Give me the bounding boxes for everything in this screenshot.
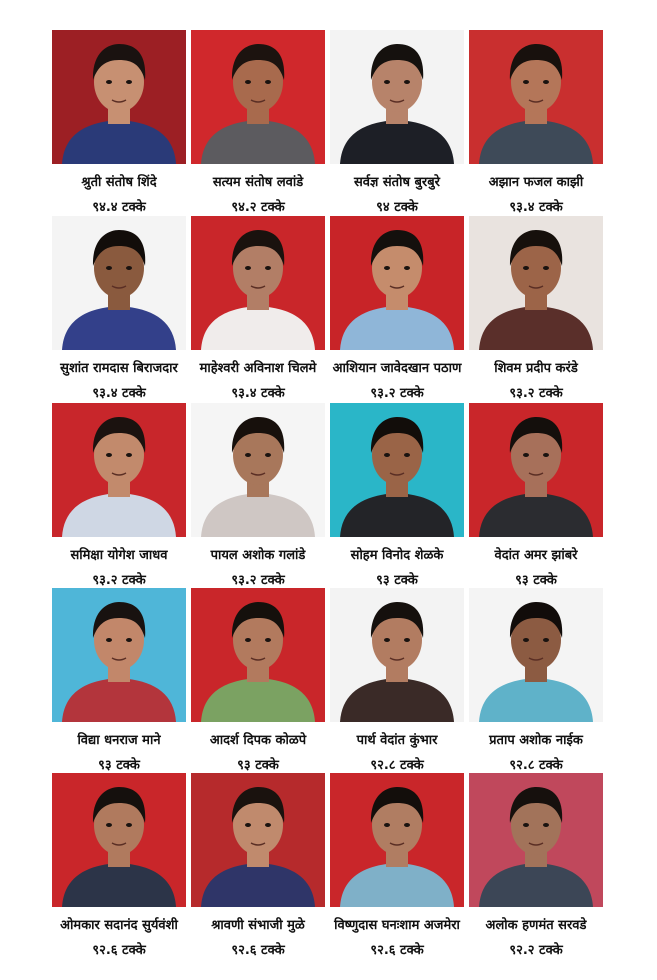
student-card	[52, 30, 186, 216]
student-name: श्रुती संतोष शिंदे	[81, 175, 157, 190]
eye-right	[126, 266, 132, 270]
student-card	[330, 216, 464, 402]
student-score: ९३.४ टक्के	[231, 386, 285, 401]
eye-right	[265, 638, 271, 642]
eye-right	[126, 638, 132, 642]
eye-right	[265, 266, 271, 270]
student-photo	[469, 216, 603, 350]
eye-right	[404, 823, 410, 827]
portrait-graphic	[469, 403, 603, 537]
student-score: ९३ टक्के	[376, 573, 418, 588]
student-card	[52, 216, 186, 402]
student-name: सर्वज्ञ संतोष बुरबुरे	[354, 175, 440, 190]
student-card	[191, 403, 325, 589]
portrait-graphic	[330, 216, 464, 350]
student-name: वेदांत अमर झांबरे	[494, 548, 578, 563]
student-name: विष्णुदास घनःशाम अजमेरा	[334, 918, 460, 933]
eye-right	[543, 823, 549, 827]
student-score: ९२.८ टक्के	[509, 758, 563, 773]
student-card	[330, 588, 464, 774]
student-photo	[330, 773, 464, 907]
student-score: ९२.६ टक्के	[92, 943, 146, 958]
eye-left	[523, 266, 529, 270]
student-card	[52, 403, 186, 589]
eye-right	[404, 453, 410, 457]
student-photo	[330, 403, 464, 537]
student-card	[330, 403, 464, 589]
student-name: विद्या धनराज माने	[77, 733, 161, 748]
eye-left	[384, 266, 390, 270]
portrait-graphic	[469, 30, 603, 164]
portrait-graphic	[330, 403, 464, 537]
eye-left	[384, 823, 390, 827]
student-score: ९२.८ टक्के	[370, 758, 424, 773]
student-photo	[191, 216, 325, 350]
student-photo	[469, 30, 603, 164]
portrait-graphic	[52, 403, 186, 537]
student-score: ९३.४ टक्के	[509, 200, 563, 215]
eye-left	[106, 638, 112, 642]
portrait-graphic	[191, 403, 325, 537]
student-card	[191, 588, 325, 774]
eye-left	[523, 638, 529, 642]
eye-left	[106, 453, 112, 457]
eye-right	[126, 80, 132, 84]
student-score: ९२.६ टक्के	[370, 943, 424, 958]
student-name: समिक्षा योगेश जाधव	[70, 548, 168, 563]
eye-right	[265, 453, 271, 457]
student-score: ९३.२ टक्के	[231, 573, 285, 588]
student-name: प्रताप अशोक नाईक	[489, 733, 583, 748]
student-photo	[52, 773, 186, 907]
student-card	[469, 403, 603, 589]
eye-right	[265, 80, 271, 84]
student-name: शिवम प्रदीप करंडे	[494, 361, 578, 376]
portrait-graphic	[469, 588, 603, 722]
eye-right	[265, 823, 271, 827]
student-card	[191, 30, 325, 216]
student-photo	[469, 588, 603, 722]
student-card	[330, 30, 464, 216]
portrait-graphic	[191, 216, 325, 350]
student-photo	[52, 30, 186, 164]
student-photo	[52, 216, 186, 350]
portrait-graphic	[191, 588, 325, 722]
student-score: ९३.४ टक्के	[92, 386, 146, 401]
portrait-graphic	[469, 216, 603, 350]
eye-left	[523, 823, 529, 827]
student-card	[191, 773, 325, 959]
student-photo	[52, 403, 186, 537]
eye-right	[543, 80, 549, 84]
eye-right	[126, 823, 132, 827]
eye-right	[404, 80, 410, 84]
portrait-graphic	[191, 773, 325, 907]
student-photo	[191, 30, 325, 164]
eye-left	[384, 453, 390, 457]
student-photo	[330, 30, 464, 164]
student-card	[191, 216, 325, 402]
student-name: पार्थ वेदांत कुंभार	[356, 733, 438, 748]
eye-left	[523, 453, 529, 457]
student-score: ९३ टक्के	[98, 758, 140, 773]
eye-left	[106, 823, 112, 827]
eye-left	[106, 80, 112, 84]
student-score: ९३ टक्के	[237, 758, 279, 773]
eye-right	[126, 453, 132, 457]
student-card	[469, 216, 603, 402]
eye-right	[543, 453, 549, 457]
student-name: श्रावणी संभाजी मुळे	[211, 918, 305, 933]
student-card	[330, 773, 464, 959]
student-score: ९४ टक्के	[376, 200, 418, 215]
student-card	[469, 588, 603, 774]
student-name: सुशांत रामदास बिराजदार	[60, 361, 178, 376]
portrait-graphic	[52, 30, 186, 164]
student-score: ९४.२ टक्के	[231, 200, 285, 215]
portrait-graphic	[330, 30, 464, 164]
eye-left	[245, 266, 251, 270]
student-score: ९३.२ टक्के	[92, 573, 146, 588]
student-name: पायल अशोक गलांडे	[210, 548, 306, 563]
student-card	[52, 588, 186, 774]
student-name: माहेश्वरी अविनाश चिलमे	[199, 361, 317, 376]
student-score: ९३.२ टक्के	[370, 386, 424, 401]
student-photo	[469, 773, 603, 907]
student-name: आशियान जावेदखान पठाण	[332, 361, 462, 376]
portrait-graphic	[52, 588, 186, 722]
student-photo	[469, 403, 603, 537]
portrait-graphic	[330, 773, 464, 907]
student-photo	[52, 588, 186, 722]
student-card	[469, 773, 603, 959]
eye-left	[384, 80, 390, 84]
student-score: ९४.४ टक्के	[92, 200, 146, 215]
student-card	[469, 30, 603, 216]
eye-right	[543, 638, 549, 642]
student-photo	[191, 588, 325, 722]
student-name: सत्यम संतोष लवांडे	[212, 175, 304, 190]
eye-right	[404, 638, 410, 642]
student-card	[52, 773, 186, 959]
portrait-graphic	[52, 216, 186, 350]
student-score: ९२.६ टक्के	[231, 943, 285, 958]
eye-right	[404, 266, 410, 270]
eye-left	[523, 80, 529, 84]
eye-left	[106, 266, 112, 270]
student-score: ९२.२ टक्के	[509, 943, 563, 958]
student-photo	[330, 216, 464, 350]
eye-left	[245, 638, 251, 642]
student-photo	[191, 403, 325, 537]
student-name: अलोक हणमंत सरवडे	[485, 918, 587, 933]
student-name: सोहम विनोद शेळके	[350, 548, 444, 563]
portrait-graphic	[469, 773, 603, 907]
eye-left	[245, 80, 251, 84]
eye-left	[384, 638, 390, 642]
student-name: अझान फजल काझी	[488, 175, 584, 190]
student-name: ओमकार सदानंद सुर्यवंशी	[60, 918, 178, 933]
portrait-graphic	[191, 30, 325, 164]
portrait-graphic	[330, 588, 464, 722]
eye-right	[543, 266, 549, 270]
student-photo	[330, 588, 464, 722]
eye-left	[245, 823, 251, 827]
student-score: ९३.२ टक्के	[509, 386, 563, 401]
student-name: आदर्श दिपक कोळपे	[209, 733, 307, 748]
student-score: ९३ टक्के	[515, 573, 557, 588]
portrait-graphic	[52, 773, 186, 907]
student-photo	[191, 773, 325, 907]
eye-left	[245, 453, 251, 457]
